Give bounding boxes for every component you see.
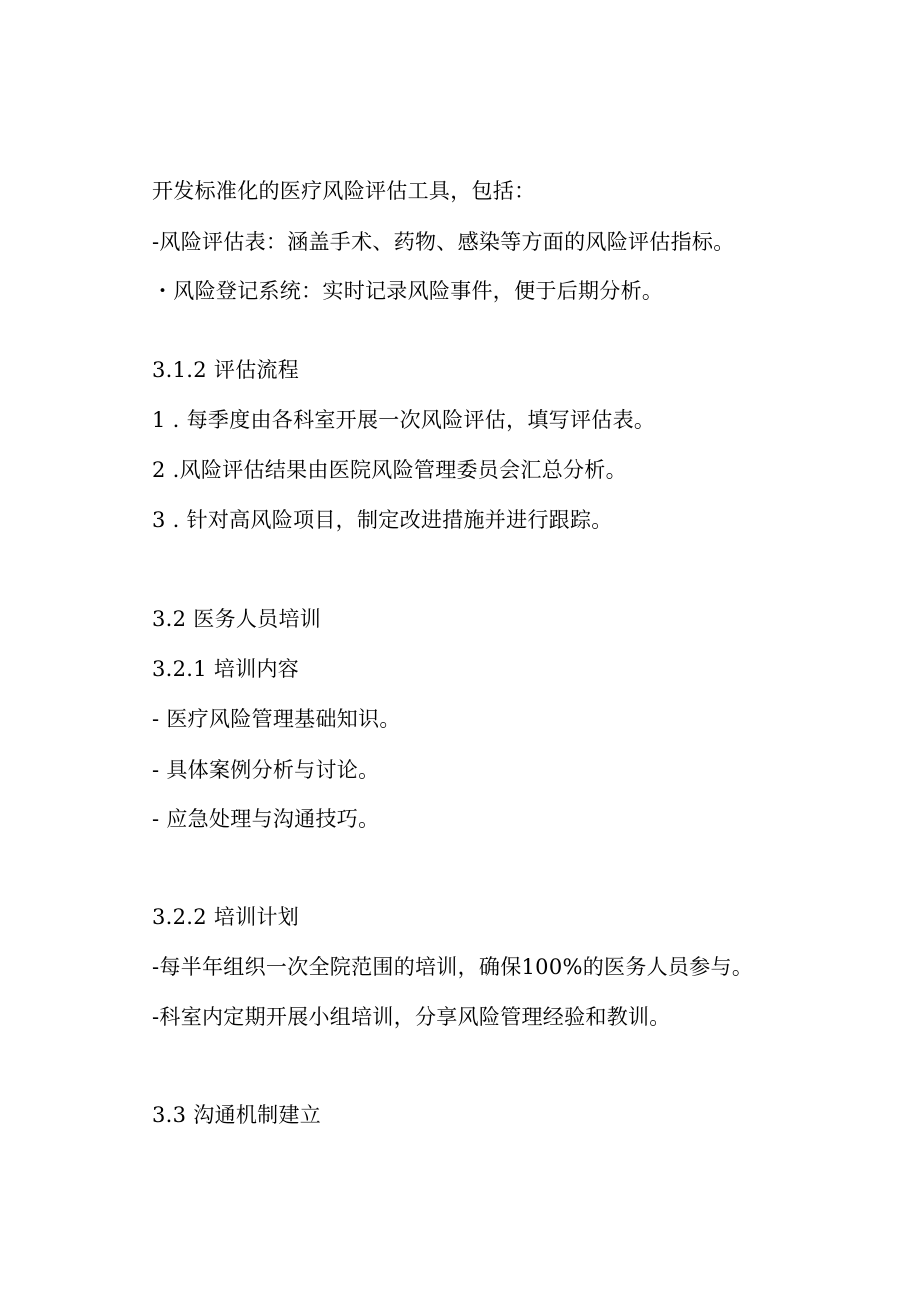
- process-step-3: 3 . 针对高风险项目，制定改进措施并进行跟踪。: [152, 508, 613, 532]
- intro-paragraph: 开发标准化的医疗风险评估工具，包括：: [152, 179, 536, 203]
- section-heading-3-2-2: 3.2.2 培训计划: [152, 905, 300, 929]
- section-heading-3-1-2: 3.1.2 评估流程: [152, 358, 300, 382]
- training-content-item-2: - 具体案例分析与讨论。: [152, 758, 380, 782]
- training-content-item-1: - 医疗风险管理基础知识。: [152, 707, 401, 731]
- training-content-item-3: - 应急处理与沟通技巧。: [152, 807, 380, 831]
- section-heading-3-2-1: 3.2.1 培训内容: [152, 657, 300, 681]
- training-plan-item-2: -科室内定期开展小组培训，分享风险管理经验和教训。: [152, 1005, 671, 1029]
- section-heading-3-2: 3.2 医务人员培训: [152, 607, 322, 631]
- process-step-2: 2 .风险评估结果由医院风险管理委员会汇总分析。: [152, 458, 627, 482]
- section-heading-3-3: 3.3 沟通机制建立: [152, 1103, 322, 1127]
- process-step-1: 1 . 每季度由各科室开展一次风险评估，填写评估表。: [152, 408, 656, 432]
- list-item-risk-assessment-form: -风险评估表：涵盖手术、药物、感染等方面的风险评估指标。: [152, 230, 735, 254]
- list-item-risk-registration-system: ・风险登记系统：实时记录风险事件，便于后期分析。: [152, 279, 664, 303]
- training-plan-item-1: -每半年组织一次全院范围的培训，确保100%的医务人员参与。: [152, 955, 754, 979]
